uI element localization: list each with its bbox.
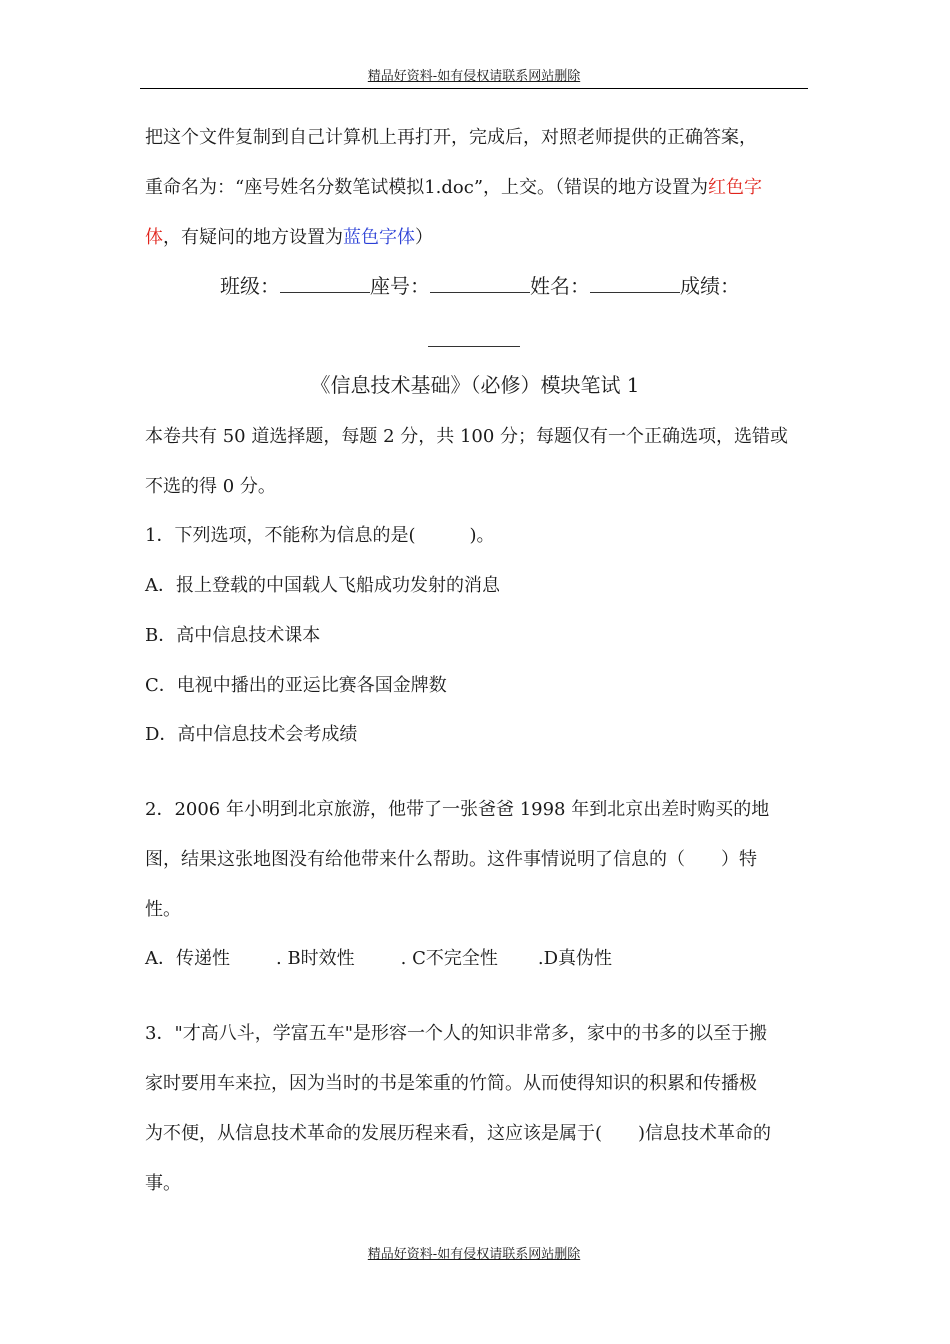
question-3-line-2: 家时要用车来拉，因为当时的书是笨重的竹简。从而使得知识的积累和传播极 bbox=[145, 1073, 757, 1094]
question-1-option-c: C．电视中播出的亚运比赛各国金牌数 bbox=[145, 675, 447, 696]
exam-intro-line-2: 不选的得 0 分。 bbox=[145, 476, 276, 497]
exam-title: 《信息技术基础》（必修）模块笔试 1 bbox=[310, 373, 640, 397]
class-blank[interactable] bbox=[280, 272, 370, 293]
score-label: 成绩： bbox=[680, 274, 740, 298]
question-2-line-1: 2．2006 年小明到北京旅游，他带了一张爸爸 1998 年到北京出差时购买的地 bbox=[145, 799, 770, 820]
instruction-text: 重命名为：“座号姓名分数笔试模拟1.doc”，上交。（错误的地方设置为 bbox=[145, 177, 709, 198]
header-text: 精品好资料-如有侵权请联系网站删除 bbox=[367, 69, 581, 84]
seat-blank[interactable] bbox=[430, 272, 530, 293]
question-2-option-a: A．传递性 bbox=[145, 948, 230, 969]
question-2-line-2: 图，结果这张地图没有给他带来什么帮助。这件事情说明了信息的（ ）特 bbox=[145, 849, 757, 870]
question-1-option-d: D．高中信息技术会考成绩 bbox=[145, 724, 358, 745]
instruction-text-mid: ，有疑问的地方设置为 bbox=[163, 227, 343, 248]
name-blank[interactable] bbox=[590, 272, 680, 293]
name-label: 姓名： bbox=[530, 274, 590, 298]
student-info-row bbox=[220, 272, 740, 300]
instruction-line-2 bbox=[145, 174, 762, 202]
footer-text: 精品好资料-如有侵权请联系网站删除 bbox=[367, 1247, 581, 1262]
question-3-line-4: 事。 bbox=[145, 1173, 181, 1194]
score-blank[interactable] bbox=[428, 330, 520, 347]
exam-intro-line-1: 本卷共有 50 道选择题，每题 2 分，共 100 分；每题仅有一个正确选项，选错或 bbox=[145, 426, 789, 447]
red-font-text-end: 体 bbox=[145, 227, 163, 248]
instruction-line-1: 把这个文件复制到自己计算机上再打开，完成后，对照老师提供的正确答案， bbox=[145, 127, 757, 148]
instruction-line-3 bbox=[145, 224, 433, 252]
page-header bbox=[140, 66, 808, 89]
seat-label: 座号： bbox=[370, 274, 430, 298]
question-2-option-c: . C不完全性 bbox=[400, 948, 498, 969]
question-2-option-b: . B时效性 bbox=[276, 948, 355, 969]
page-footer bbox=[140, 1244, 808, 1266]
blue-font-text: 蓝色字体 bbox=[343, 227, 415, 248]
instruction-text-end: ） bbox=[415, 227, 433, 248]
question-1-option-a: A．报上登载的中国载人飞船成功发射的消息 bbox=[145, 575, 500, 596]
question-2-option-d: .D真伪性 bbox=[537, 948, 613, 969]
question-2-options-row bbox=[145, 945, 612, 973]
question-3-line-3: 为不便，从信息技术革命的发展历程来看，这应该是属于( )信息技术革命的 bbox=[145, 1123, 772, 1144]
red-font-text: 红色字 bbox=[708, 177, 763, 198]
question-2-line-3: 性。 bbox=[145, 899, 181, 920]
class-label: 班级： bbox=[220, 274, 280, 298]
question-3-line-1: 3．"才高八斗，学富五车"是形容一个人的知识非常多，家中的书多的以至于搬 bbox=[145, 1023, 768, 1044]
question-1-option-b: B．高中信息技术课本 bbox=[145, 625, 321, 646]
question-1-stem: 1．下列选项，不能称为信息的是( )。 bbox=[145, 525, 495, 546]
